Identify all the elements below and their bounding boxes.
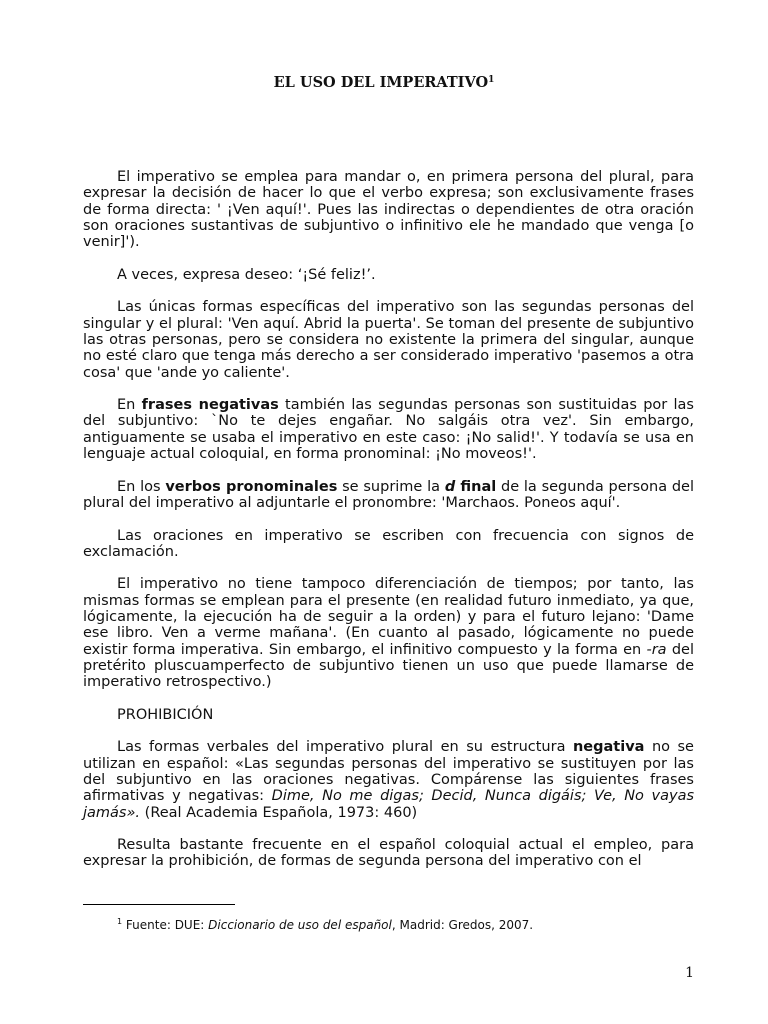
paragraph-1: El imperativo se emplea para mandar o, en primera persona del plural, para expresar la decisión de hacer lo que el verbo expresa; son exclusivamente frases de forma directa: ' ¡Ven aquí!'. Pues las indirectas o dependientes de otra oración son oraciones sustantivas de subjuntivo o infinitivo ele he mandado que venga [o venir]').: [83, 169, 694, 251]
title-text: EL USO DEL IMPERATIVO: [273, 74, 489, 91]
paragraph-prohibicion-heading: PROHIBICIÓN: [117, 706, 214, 723]
footnote-mark: 1: [117, 917, 123, 926]
p9-italic-examples: Dime, No me digas; Decid, Nunca digáis; Ve, No vayas jamás».: [83, 788, 695, 821]
p7-text-a: El imperativo no tiene tampoco diferenciación de tiempos; por tanto, las mismas formas se emplean para el presente (en realidad futuro inmediato, ya que, lógicamente, la ejecución ha de seguir a la orden) y para el futuro lejano: 'Dame ese libro. Ven a verme mañana'. (En cuanto al pasado, lógicamente no puede existir forma imperativa. Sin embargo, el infinitivo compuesto y la forma en: [83, 576, 694, 658]
footnote-italic-title: Diccionario de uso del español: [208, 918, 392, 932]
p5-text-c: se suprime la: [337, 478, 445, 495]
paragraph-6: Las oraciones en imperativo se escriben con frecuencia con signos de exclamación.: [83, 527, 694, 560]
page-number: 1: [685, 965, 694, 981]
p5-text-f: de la segunda persona del plural del imperativo al adjuntarle el pronombre: 'Marchaos. Poneos aquí'.: [83, 478, 694, 511]
paragraph-10: Resulta bastante frecuente en el español coloquial actual el empleo, para expresar la prohibición, de formas de segunda persona del imperativo con el: [83, 837, 694, 870]
p5-bold-final: final: [455, 478, 497, 495]
footnote: [117, 917, 687, 932]
p4-bold-frases-negativas: frases negativas: [141, 397, 279, 414]
footnote-text-c: , Madrid: Gredos, 2007.: [391, 918, 534, 932]
p9-text-e: (Real Academia Española, 1973: 460): [140, 804, 418, 821]
footnote-divider: [83, 904, 235, 905]
paragraph-2: A veces, expresa deseo: ‘¡Sé feliz!’.: [117, 266, 376, 283]
footnote-text-a: Fuente: DUE:: [122, 918, 209, 932]
p5-text-a: En los: [117, 478, 166, 495]
p9-bold-negativa: negativa: [572, 739, 645, 756]
page-title: [0, 74, 768, 91]
p9-text-c: no se utilizan en español: «Las segundas personas del imperativo se sustituyen por las del subjuntivo en las oraciones negativas. Compárense las siguientes frases afirmativas y negativas:: [83, 739, 694, 805]
title-footnote-mark: 1: [488, 75, 495, 85]
paragraph-4: [83, 397, 694, 462]
paragraph-9: [83, 739, 694, 820]
p7-text-c: del pretérito pluscuamperfecto de subjuntivo tienen un uso que puede llamarse de imperativo retrospectivo.): [83, 641, 694, 691]
p5-bold-verbos-pronominales: verbos pronominales: [165, 478, 338, 495]
paragraph-7: [83, 576, 694, 690]
document-body: [83, 169, 694, 870]
p9-text-a: Las formas verbales del imperativo plural en su estructura: [117, 739, 573, 756]
p5-bold-italic-d: d: [444, 478, 456, 495]
p4-text-c: también las segundas personas son sustituidas por las del subjuntivo: `No te dejes engañar. No salgáis otra vez'. Sin embargo, antiguamente se usaba el imperativo en este caso: ¡No salid!'. Y todavía se usa en lenguaje actual coloquial, en forma pronominal: ¡No moveos!'.: [83, 397, 694, 463]
paragraph-3: Las únicas formas específicas del imperativo son las segundas personas del singular y el plural: 'Ven aquí. Abrid la puerta'. Se toman del presente de subjuntivo las otras personas, pero se considera no existente la primera del singular, aunque no esté claro que tenga más derecho a ser considerado imperativo 'pasemos a otra cosa' que 'ande yo caliente'.: [83, 299, 694, 381]
p7-italic-ra: -ra: [646, 641, 667, 658]
paragraph-5: [83, 479, 694, 512]
p4-text-a: En: [117, 397, 142, 414]
